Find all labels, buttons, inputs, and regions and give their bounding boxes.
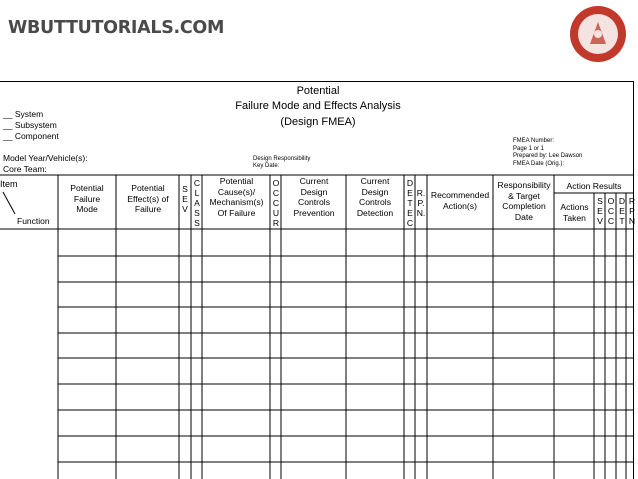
checkbox-component[interactable]: __ Component xyxy=(3,131,59,141)
key-date-label: Key Date: xyxy=(253,163,280,169)
design-responsibility-label: Design Responsibility xyxy=(253,156,311,162)
prepared-by-label: Prepared by: Lee Dawson xyxy=(513,153,583,159)
col-detection: Current Design Controls Detection xyxy=(356,176,394,218)
checkbox-system[interactable]: __ System xyxy=(3,109,44,119)
col-result-det: D E T xyxy=(618,196,626,226)
col-result-sev: S E V xyxy=(597,196,603,226)
form-title-line2: Failure Mode and Effects Analysis xyxy=(235,100,401,112)
col-effects: Potential Effect(s) of Failure xyxy=(127,183,169,214)
col-result-occ: O C C xyxy=(607,196,615,226)
checkbox-subsystem[interactable]: __ Subsystem xyxy=(3,120,57,130)
form-title-line3: (Design FMEA) xyxy=(280,116,356,128)
core-team-label: Core Team: xyxy=(3,164,47,174)
col-class: C L A S S xyxy=(193,178,201,228)
col-sev: S E V xyxy=(182,184,188,214)
col-occur: O C C U R xyxy=(272,178,280,228)
col-action-results: Action Results xyxy=(566,181,622,191)
fmea-number-label: FMEA Number: xyxy=(513,138,555,144)
form-title-line1: Potential xyxy=(296,85,340,97)
fmea-date-label: FMEA Date (Orig.): xyxy=(513,160,565,167)
col-result-rpn: R P N xyxy=(628,196,636,226)
col-failure-mode: Potential Failure Mode xyxy=(70,183,104,214)
page-label: Page 1 or 1 xyxy=(513,145,545,152)
col-item: Item xyxy=(0,179,18,189)
model-year-label: Model Year/Vehicle(s): xyxy=(3,153,88,163)
col-detec: D E T E C xyxy=(406,178,414,228)
col-responsibility: Responsibility & Target Completion Date xyxy=(497,180,551,222)
col-rpn: R. P. N. xyxy=(416,188,426,218)
site-brand: WBUTTUTORIALS.COM xyxy=(8,18,225,38)
col-causes: Potential Cause(s)/ Mechanism(s) Of Failure xyxy=(209,176,264,218)
col-recommended: Recommended Action(s) xyxy=(430,190,490,211)
col-function: Function xyxy=(17,216,50,226)
col-prevention: Current Design Controls Prevention xyxy=(293,176,335,218)
col-actions-taken: Actions Taken xyxy=(560,202,589,223)
